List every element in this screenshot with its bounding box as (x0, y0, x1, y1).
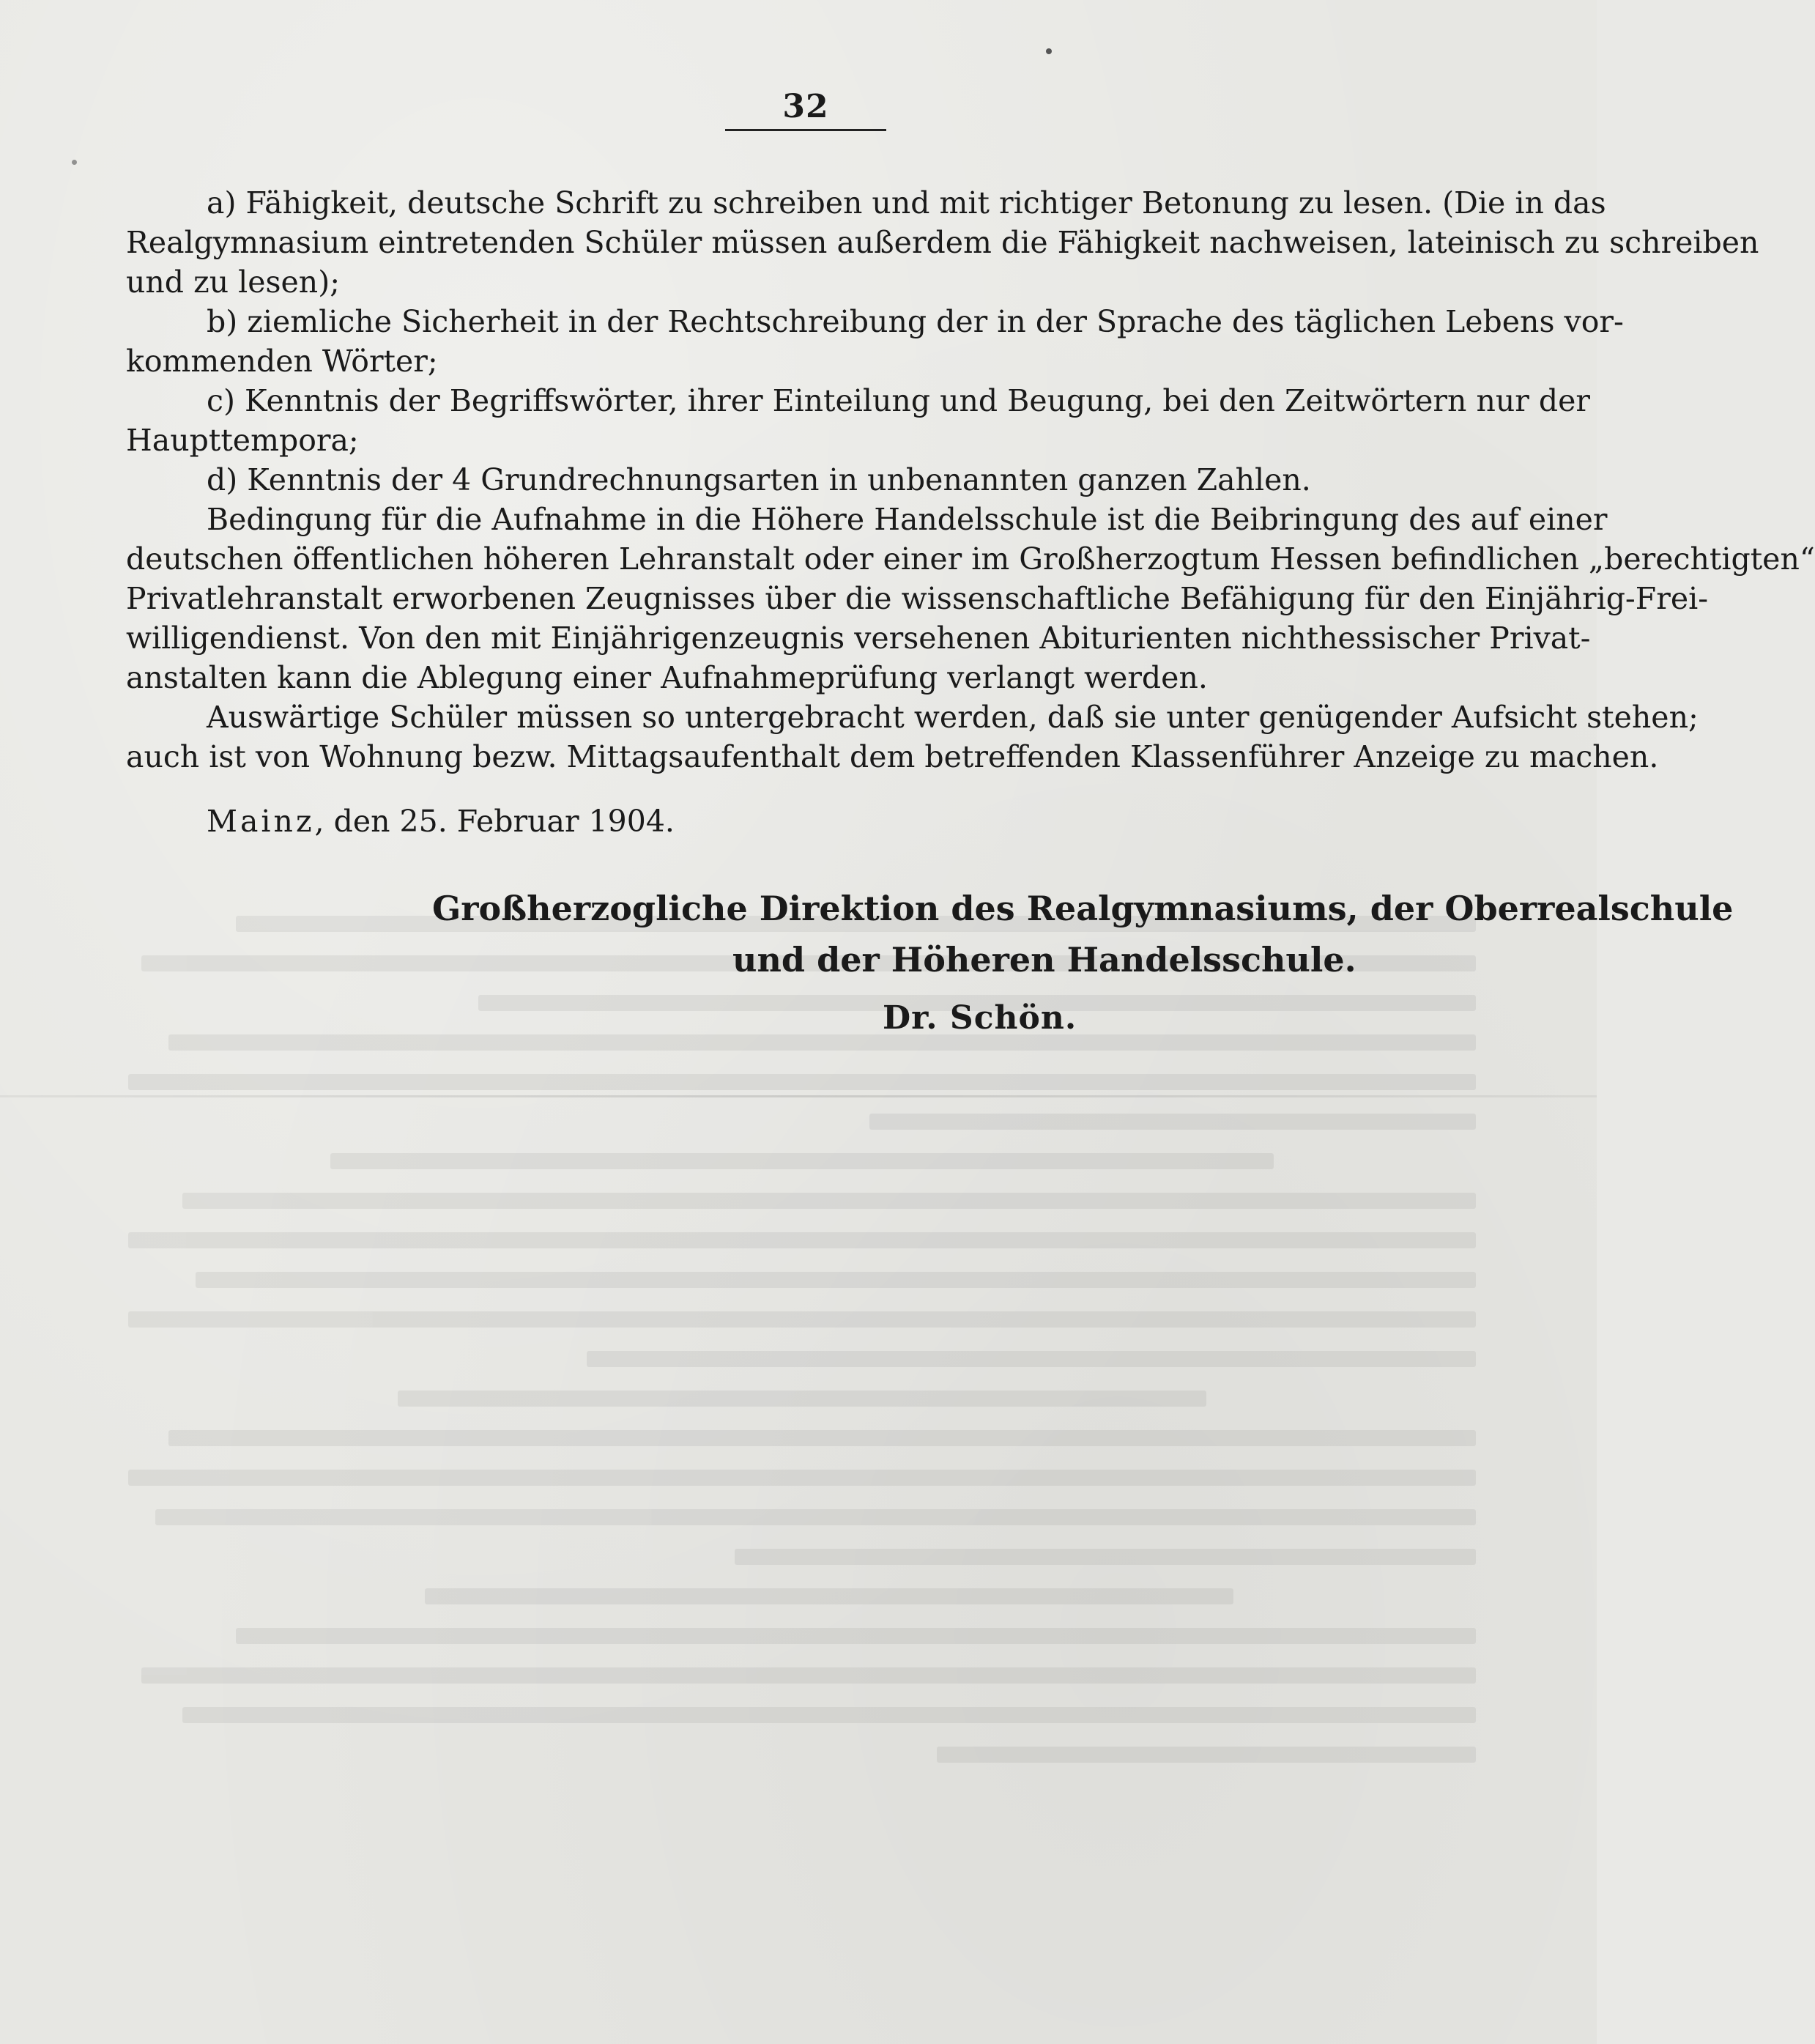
text-line: willigendienst. Von den mit Einjährigenzeugnis versehenen Abiturienten nichthessischer Privat- (126, 621, 1591, 656)
page-number: 32 (782, 88, 829, 125)
text-line: Haupttempora; (126, 423, 359, 458)
date-text: , den 25. Februar 1904. (314, 804, 675, 839)
text-line: Bedingung für die Aufnahme in die Höhere Handelsschule ist die Beibringung des auf einer (207, 502, 1608, 537)
text-line-d: d) Kenntnis der 4 Grundrechnungsarten in unbenannten ganzen Zahlen. (207, 462, 1311, 497)
place-name: Mainz (207, 804, 315, 839)
paper-fold (0, 1095, 1597, 1097)
signature-organization-line-1: Großherzogliche Direktion des Realgymnasiums, der Oberrealschule (432, 889, 1734, 928)
text-line-c: c) Kenntnis der Begriffswörter, ihrer Einteilung und Beugung, bei den Zeitwörtern nur der (207, 383, 1591, 418)
ink-speck (72, 160, 77, 165)
signatory-name: Dr. Schön. (883, 999, 1077, 1037)
text-line: auch ist von Wohnung bezw. Mittagsaufenthalt dem betreffenden Klassenführer Anzeige zu machen. (126, 739, 1659, 774)
text-line: und zu lesen); (126, 264, 341, 300)
text-line: Realgymnasium eintretenden Schüler müssen außerdem die Fähigkeit nachweisen, lateinisch zu schreiben (126, 225, 1759, 260)
text-line: deutschen öffentlichen höheren Lehranstalt oder einer im Großherzogtum Hessen befindlichen „berechtigten“ (126, 541, 1815, 577)
place-date (207, 801, 675, 841)
text-line-a: a) Fähigkeit, deutsche Schrift zu schreiben und mit richtiger Betonung zu lesen. (Die in das (207, 185, 1606, 221)
text-line: Auswärtige Schüler müssen so untergebracht werden, daß sie unter genügender Aufsicht stehen; (207, 700, 1699, 735)
page-number-rule (725, 129, 886, 131)
signature-organization-line-2: und der Höheren Handelsschule. (732, 940, 1356, 980)
ink-speck (1046, 48, 1052, 54)
text-line-b: b) ziemliche Sicherheit in der Rechtschreibung der in der Sprache des täglichen Lebens vor- (207, 304, 1624, 339)
text-line: Privatlehranstalt erworbenen Zeugnisses über die wissenschaftliche Befähigung für den Einjährig-Frei- (126, 581, 1709, 616)
body-text (126, 183, 1815, 777)
bleed-through-text (128, 916, 1476, 1890)
text-line: kommenden Wörter; (126, 344, 438, 379)
text-line: anstalten kann die Ablegung einer Aufnahmeprüfung verlangt werden. (126, 660, 1208, 695)
